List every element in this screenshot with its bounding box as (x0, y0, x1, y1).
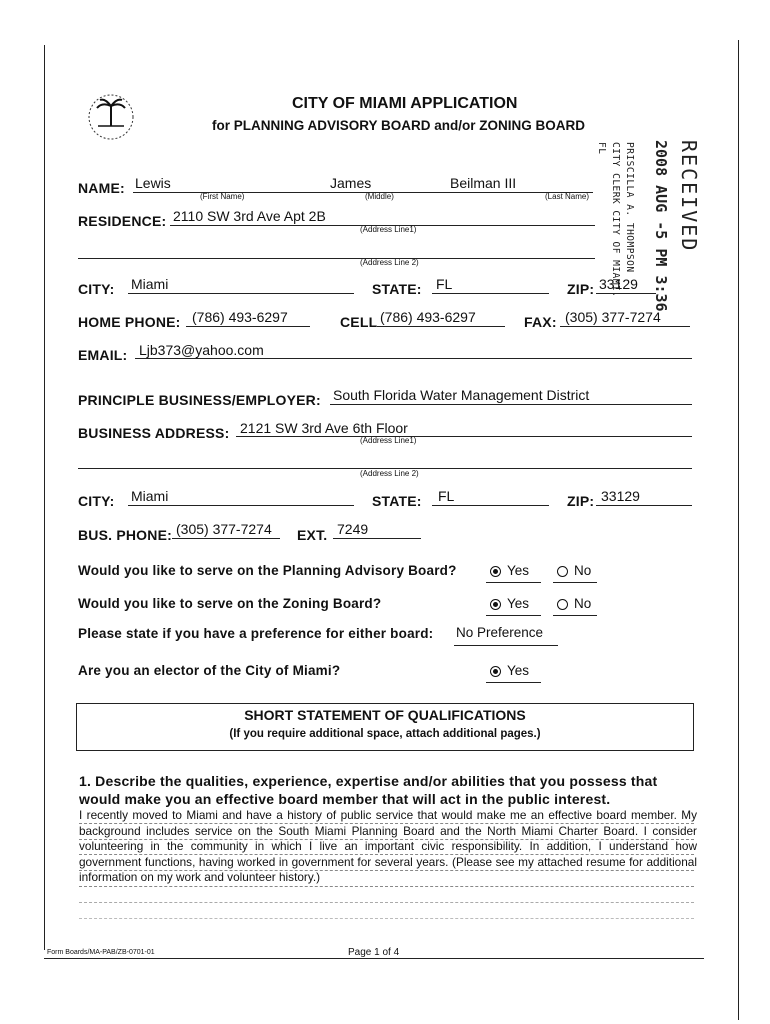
ext-underline (333, 538, 421, 539)
q1-yes-label: Yes (507, 563, 530, 578)
cell-underline (377, 326, 505, 327)
city-seal (78, 92, 144, 142)
q4-yes-label: Yes (507, 663, 530, 678)
email-value[interactable]: Ljb373@yahoo.com (139, 342, 264, 358)
q4-yes-underline (486, 682, 541, 683)
q1-no-underline (553, 582, 597, 583)
state-value[interactable]: FL (436, 276, 453, 292)
name-label: NAME: (78, 180, 125, 196)
business-city-underline (128, 505, 354, 506)
form-title: CITY OF MIAMI APPLICATION (292, 95, 518, 112)
question-zoning-board: Would you like to serve on the Zoning Board? (78, 596, 382, 611)
business-city-value[interactable]: Miami (131, 488, 169, 504)
bus-phone-value[interactable]: (305) 377-7274 (176, 521, 272, 537)
response-line-5 (79, 886, 694, 887)
city-underline (128, 293, 354, 294)
page-number: Page 1 of 4 (348, 947, 400, 958)
form-id: Form Boards/MA-PAB/ZB-0701-01 (47, 949, 155, 956)
q4-yes-radio-icon (490, 666, 501, 677)
q1-yes-underline (486, 582, 541, 583)
email-label: EMAIL: (78, 347, 128, 363)
response-line-1 (79, 823, 694, 824)
response-line-6 (79, 902, 694, 903)
qualifications-prompt-line1: 1. Describe the qualities, experience, expertise and/or abilities that you possess that (79, 773, 658, 789)
city-value[interactable]: Miami (131, 276, 169, 292)
response-line-4 (79, 870, 694, 871)
address-line1-caption: (Address Line1) (360, 225, 417, 234)
qualifications-prompt-line2: would make you an effective board member that will act in the public interest. (79, 791, 611, 807)
business-address-line1-underline (236, 436, 692, 437)
ext-label: EXT. (297, 527, 328, 543)
q2-yes-radio[interactable] (490, 596, 529, 611)
response-line-3 (79, 854, 694, 855)
residence-line2-underline (78, 258, 595, 259)
qualifications-response[interactable]: I recently moved to Miami and have a history of public service that would make me an effective board member. My background includes service on the South Miami Planning Board and the North Miami Charter Board. I consider volunteering in the community in which I live an important civic responsibility. In addition, I understand how government functions, having worked in government for several years. (Please see my attached resume for additional information on my work and volunteer history.) (79, 808, 697, 884)
fax-underline (560, 326, 690, 327)
state-underline (432, 293, 549, 294)
stamp-received: RECEIVED (677, 140, 701, 253)
home-phone-label: HOME PHONE: (78, 314, 181, 330)
q4-yes-radio[interactable] (490, 663, 529, 678)
q2-yes-label: Yes (507, 596, 530, 611)
middle-caption: (Middle) (365, 192, 394, 201)
q2-yes-underline (486, 615, 541, 616)
bus-phone-label: BUS. PHONE: (78, 527, 172, 543)
left-margin-line (44, 45, 45, 950)
q1-yes-radio[interactable] (490, 563, 529, 578)
business-city-label: CITY: (78, 493, 115, 509)
first-name-caption: (First Name) (200, 192, 245, 201)
business-address-line1-caption: (Address Line1) (360, 436, 417, 445)
q2-no-radio-icon (557, 599, 568, 610)
address-line2-caption: (Address Line 2) (360, 258, 419, 267)
q1-no-radio[interactable] (557, 563, 591, 578)
business-address-line1-value[interactable]: 2121 SW 3rd Ave 6th Floor (240, 420, 408, 436)
last-name-value[interactable]: Beilman III (450, 175, 517, 191)
employer-value[interactable]: South Florida Water Management District (333, 387, 590, 403)
business-zip-label: ZIP: (567, 493, 595, 509)
response-line-7 (79, 918, 694, 919)
q2-no-underline (553, 615, 597, 616)
ext-value[interactable]: 7249 (337, 521, 369, 537)
home-phone-value[interactable]: (786) 493-6297 (192, 309, 288, 325)
response-line-2 (79, 839, 694, 840)
footer-rule (44, 958, 704, 959)
q2-no-radio[interactable] (557, 596, 591, 611)
last-name-caption: (Last Name) (545, 192, 590, 201)
form-subtitle: for PLANNING ADVISORY BOARD and/or ZONING BOARD (212, 118, 586, 133)
email-underline (135, 358, 692, 359)
business-address-label: BUSINESS ADDRESS: (78, 425, 230, 441)
q1-no-radio-icon (557, 566, 568, 577)
q2-yes-radio-icon (490, 599, 501, 610)
first-name-value[interactable]: Lewis (135, 175, 171, 191)
cell-label: CELL (340, 314, 378, 330)
residence-label: RESIDENCE: (78, 213, 167, 229)
business-zip-underline (596, 505, 692, 506)
qualifications-box (76, 703, 694, 751)
home-phone-underline (186, 326, 310, 327)
stamp-date: 2008 AUG -5 PM 3:36 (652, 140, 670, 312)
business-state-underline (432, 505, 549, 506)
bus-phone-underline (172, 538, 280, 539)
business-state-value[interactable]: FL (438, 488, 455, 504)
state-label: STATE: (372, 281, 422, 297)
business-zip-value[interactable]: 33129 (601, 488, 640, 504)
qualifications-title: SHORT STATEMENT OF QUALIFICATIONS (244, 707, 526, 723)
zip-value[interactable]: 33129 (599, 276, 638, 292)
stamp-clerk: PRISCILLA A. THOMPSON CITY CLERK CITY OF MIAMI. FL (596, 142, 635, 298)
cell-value[interactable]: (786) 493-6297 (380, 309, 476, 325)
q2-no-label: No (574, 596, 592, 611)
q1-yes-radio-icon (490, 566, 501, 577)
right-margin-line (738, 40, 739, 1020)
zip-underline (596, 293, 656, 294)
question-board-preference: Please state if you have a preference for either board: (78, 626, 434, 641)
residence-line1-value[interactable]: 2110 SW 3rd Ave Apt 2B (173, 208, 326, 224)
fax-label: FAX: (524, 314, 557, 330)
board-preference-value[interactable]: No Preference (456, 625, 544, 640)
business-address-line2-caption: (Address Line 2) (360, 469, 419, 478)
city-label: CITY: (78, 281, 115, 297)
zip-label: ZIP: (567, 281, 595, 297)
fax-value[interactable]: (305) 377-7274 (565, 309, 661, 325)
question-planning-board: Would you like to serve on the Planning Advisory Board? (78, 563, 457, 578)
middle-name-value[interactable]: James (330, 175, 372, 191)
employer-underline (330, 404, 692, 405)
employer-label: PRINCIPLE BUSINESS/EMPLOYER: (78, 392, 321, 408)
question-elector: Are you an elector of the City of Miami? (78, 663, 341, 678)
board-preference-underline (454, 645, 558, 646)
q1-no-label: No (574, 563, 592, 578)
qualifications-subtitle: (If you require additional space, attach additional pages.) (229, 728, 541, 740)
business-state-label: STATE: (372, 493, 422, 509)
